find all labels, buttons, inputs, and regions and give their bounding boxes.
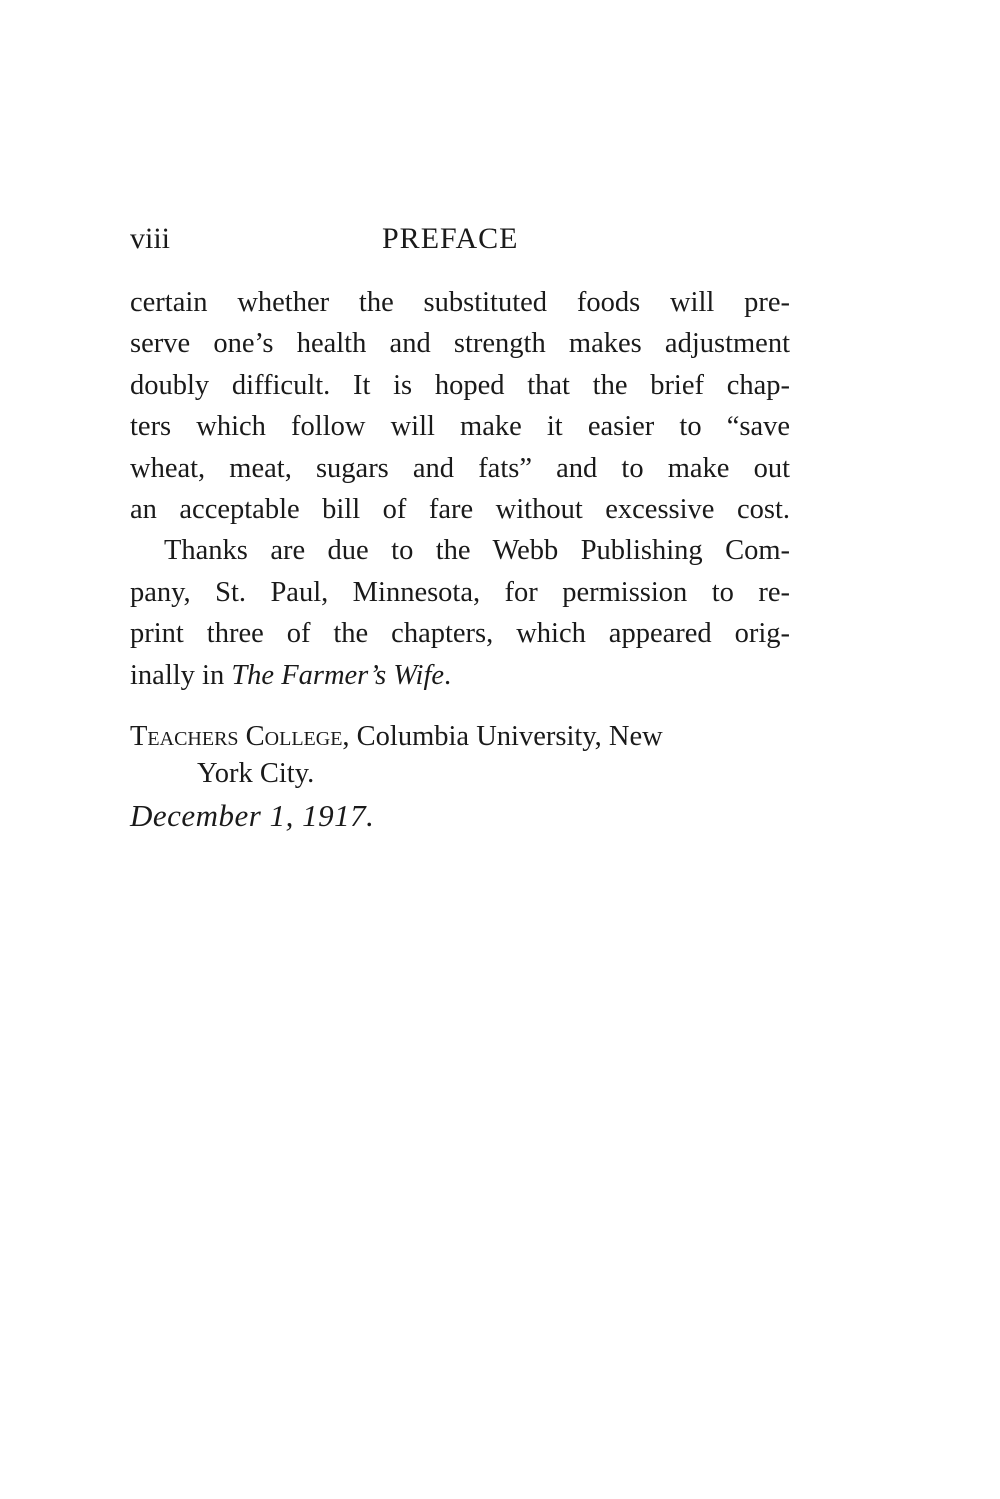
text-line: serve one’s health and strength makes adjustment xyxy=(130,328,790,360)
text-line: doubly difficult. It is hoped that the brief chap- xyxy=(130,369,790,401)
text-line: print three of the chapters, which appeared orig- xyxy=(130,618,790,650)
text-line-last xyxy=(130,655,790,696)
text-line: Thanks are due to the Webb Publishing Com- xyxy=(164,535,790,567)
running-head: PREFACE xyxy=(382,222,519,255)
paragraph-2 xyxy=(130,530,790,696)
signature-block xyxy=(130,718,790,792)
institution-location-continued: York City. xyxy=(197,758,315,789)
institution-location: Columbia University, New xyxy=(349,721,663,752)
text-line: pany, St. Paul, Minnesota, for permission to re- xyxy=(130,576,790,608)
text-fragment: inally in xyxy=(130,659,232,691)
preface-body xyxy=(130,282,790,696)
institution-name: Teachers College, xyxy=(130,721,350,752)
text-line: wheat, meat, sugars and fats” and to make out xyxy=(130,452,790,484)
page-header xyxy=(130,222,790,262)
page-number: viii xyxy=(130,222,171,255)
text-fragment: . xyxy=(444,659,452,691)
preface-date: December 1, 1917. xyxy=(130,798,375,833)
paragraph-1 xyxy=(130,282,790,530)
text-line: certain whether the substituted foods will pre- xyxy=(130,287,790,318)
text-line: an acceptable bill of fare without excessive cost. xyxy=(130,493,790,525)
text-line: ters which follow will make it easier to “save xyxy=(130,411,790,443)
publication-title: The Farmer’s Wife xyxy=(231,659,445,691)
